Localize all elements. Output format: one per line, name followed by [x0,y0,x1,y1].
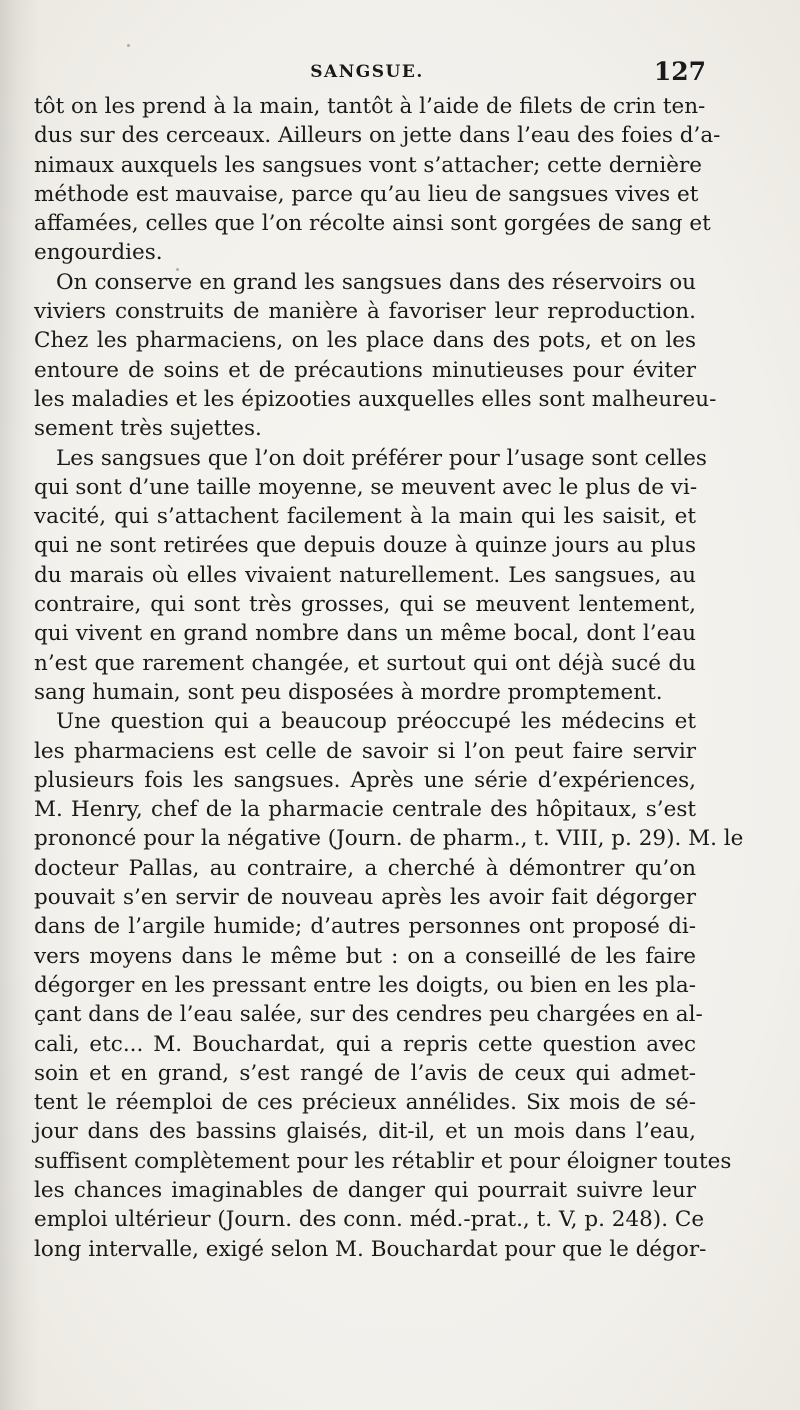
text-line: suffisent complètement pour les rétablir et pour éloigner toutes [34,1148,732,1174]
paper-spot [176,268,179,271]
text-line: plusieurs fois les sangsues. Après une série d’expériences, [34,767,696,793]
text-line: dus sur des cerceaux. Ailleurs on jette dans l’eau des foies d’a- [34,123,721,149]
text-line: dégorger en les pressant entre les doigts, ou bien en les pla- [34,972,696,998]
text-line: vacité, qui s’attachent facilement à la main qui les saisit, et [34,504,696,530]
text-line: emploi ultérieur (Journ. des conn. méd.-prat., t. V, p. 248). Ce [34,1207,705,1233]
text-line: Les sangsues que l’on doit préférer pour l’usage sont celles [56,445,707,471]
text-line: contraire, qui sont très grosses, qui se meuvent lentement, [34,592,696,618]
text-line: tôt on les prend à la main, tantôt à l’aide de filets de crin ten- [34,94,706,119]
text-line: tent le réemploi de ces précieux annélides. Six mois de sé- [34,1090,696,1116]
text-line: Une question qui a beaucoup préoccupé les médecins et [56,709,696,735]
text-line: les maladies et les épizooties auxquelles elles sont malheureu- [34,386,717,412]
text-line: long intervalle, exigé selon M. Bouchardat pour que le dégor- [34,1236,707,1262]
text-line: Chez les pharmaciens, on les place dans des pots, et on les [34,328,696,354]
paragraph [34,444,707,708]
paper-spot [127,44,130,47]
text-line: M. Henry, chef de la pharmacie centrale des hôpitaux, s’est [34,797,696,823]
text-line: sement très sujettes. [34,416,262,442]
text-line: qui ne sont retirées que depuis douze à quinze jours au plus [34,533,696,559]
text-line: les pharmaciens est celle de savoir si l’on peut faire servir [34,738,696,764]
text-line: du marais où elles vivaient naturellement. Les sangsues, au [34,562,696,588]
text-line: docteur Pallas, au contraire, a cherché à démontrer qu’on [34,855,696,881]
text-line: viviers construits de manière à favoriser leur reproduction. [34,299,696,325]
text-line: nimaux auxquels les sangsues vont s’attacher; cette dernière [34,152,702,178]
running-head-title: SANGSUE. [310,62,424,82]
text-line: entoure de soins et de précautions minutieuses pour éviter [34,357,696,383]
text-line: qui sont d’une taille moyenne, se meuvent avec le plus de vi- [34,474,698,500]
body-text [34,92,744,1264]
text-line: engourdies. [34,240,163,266]
text-line: çant dans de l’eau salée, sur des cendres peu chargées en al- [34,1002,703,1028]
text-line: prononcé pour la négative (Journ. de pharm., t. VIII, p. 29). M. le [34,826,744,852]
text-line: On conserve en grand les sangsues dans des réservoirs ou [56,269,696,295]
text-line: méthode est mauvaise, parce qu’au lieu de sangsues vives et [34,181,699,207]
text-line: sang humain, sont peu disposées à mordre promptement. [34,679,663,705]
text-line: pouvait s’en servir de nouveau après les avoir fait dégorger [34,885,696,911]
paragraph [34,707,744,1264]
text-line: soin et en grand, s’est rangé de l’avis de ceux qui admet- [34,1060,696,1086]
running-head [34,57,706,91]
paragraph [34,92,721,268]
paragraph [34,268,717,444]
text-line: n’est que rarement changée, et surtout qui ont déjà sucé du [34,650,696,676]
text-line: qui vivent en grand nombre dans un même bocal, dont l’eau [34,621,696,647]
text-line: dans de l’argile humide; d’autres personnes ont proposé di- [34,914,696,940]
text-line: cali, etc... M. Bouchardat, qui a repris cette question avec [34,1031,696,1057]
text-line: jour dans des bassins glaisés, dit-il, et un mois dans l’eau, [34,1119,696,1145]
text-line: vers moyens dans le même but : on a conseillé de les faire [34,943,696,969]
text-line: les chances imaginables de danger qui pourrait suivre leur [34,1177,696,1203]
page-number: 127 [653,57,706,86]
text-line: affamées, celles que l’on récolte ainsi sont gorgées de sang et [34,211,711,237]
